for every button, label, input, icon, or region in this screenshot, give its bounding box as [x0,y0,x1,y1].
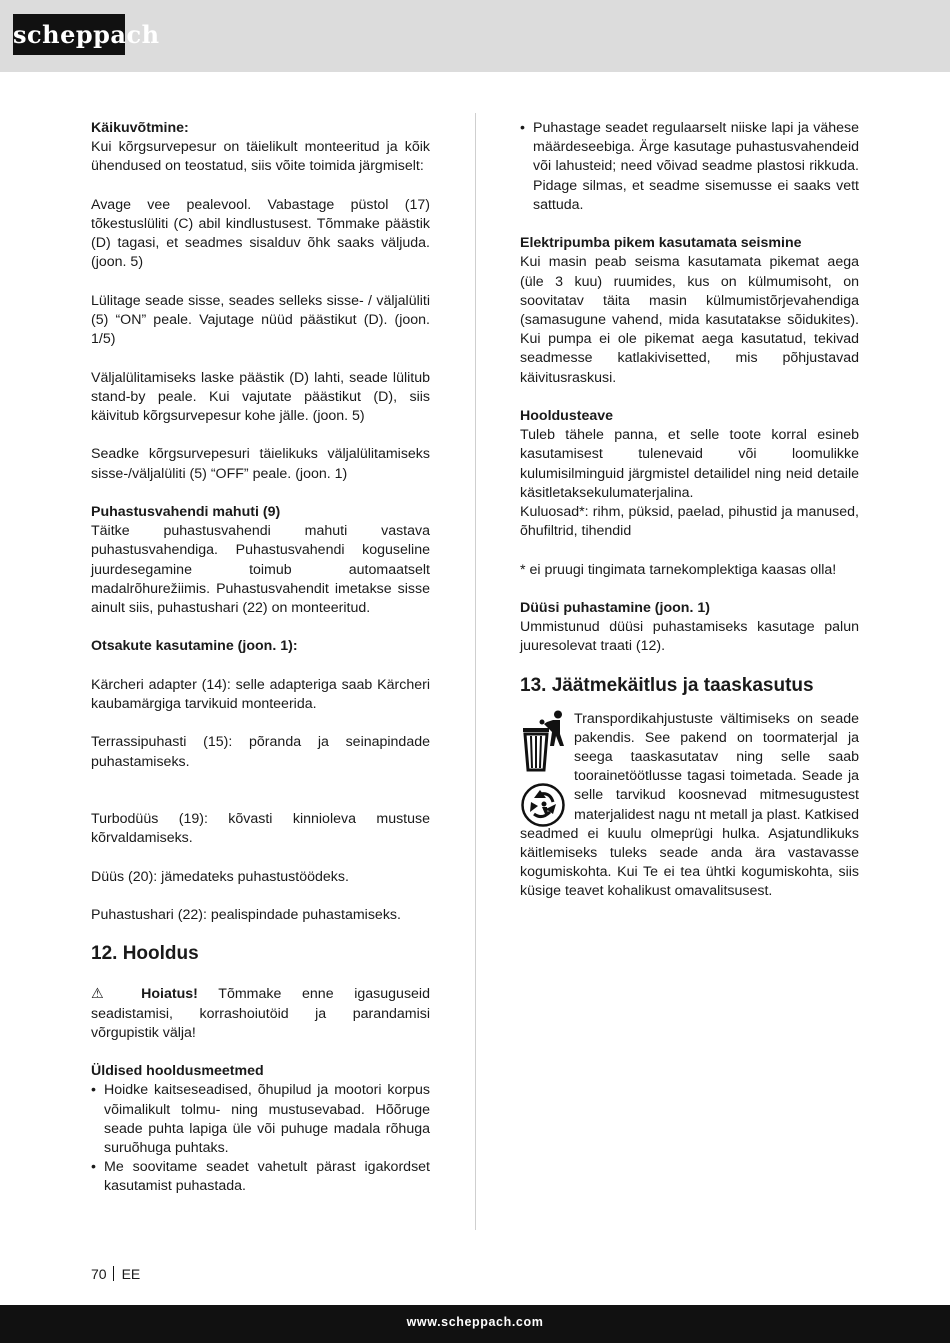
section-heading-detergent-tank: Puhastusvahendi mahuti (9) [91,503,281,520]
page-number: 70 [91,1266,107,1282]
paragraph: Puhastushari (22): pealispindade puhastamiseks. [91,907,401,924]
section-heading-service-info: Hooldusteave [520,408,614,425]
disposal-block [520,710,859,902]
page-number-area [91,1265,140,1283]
paragraph: Terrassipuhasti (15): põranda ja seinapindade puhastamiseks. [91,734,430,770]
footnote: * ei pruugi tingimata tarnekomplektiga kaasas olla! [520,561,837,578]
bullet-list [91,1081,430,1196]
paragraph: Ummistunud düüsi puhastamiseks kasutage palun juuresolevat traati (12). [520,619,859,655]
website-url[interactable]: www.scheppach.com [406,1315,544,1329]
paragraph: Tuleb tähele panna, et selle toote korral esineb kasutamisest tulenevaid või loomulikke kulumisilminguid järgmistel detailidel ning neid detaile käsitletaksekulumaterjalina. [520,427,859,501]
paragraph: Kärcheri adapter (14): selle adapteriga saab Kärcheri kaubamärgiga tarvikuid monteerida. [91,676,430,712]
right-column [520,119,859,902]
paragraph: Täitke puhastusvahendi mahuti vastava puhastusvahendiga. Puhastusvahendi koguseline juurdesegamine toimub automaatselt madalrõhurežiimis. Puhastusvahendit imetakse sisse ainult siis, puhastushari (22) on monteeritud. [91,523,430,616]
paragraph: Turbodüüs (19): kõvasti kinnioleva mustuse kõrvaldamiseks. [91,811,430,847]
section-heading-nozzle-cleaning: Düüsi puhastamine (joon. 1) [520,600,710,617]
paragraph: Avage vee pealevool. Vabastage püstol (17) tõkestuslüliti (C) abil kindlustusest. Tõmmake päästik (D) tagasi, et seadmes sisalduv õhk saaks väljuda. (joon. 5) [91,196,430,271]
disposal-icons [520,710,574,824]
bullet-list [520,119,859,215]
page-footer [0,1305,950,1343]
section-heading-commissioning: Käikuvõtmine: [91,120,189,136]
tidyman-bin-icon [520,710,566,772]
paragraph: Seadke kõrgsurvepesuri täielikuks väljalülitamiseks sisse-/väljalüliti (5) “OFF” peale. (joon. 1) [91,446,430,482]
paragraph: Düüs (20): jämedateks puhastustöödeks. [91,868,349,885]
section-heading-nozzles: Otsakute kasutamine (joon. 1): [91,638,298,655]
paragraph: Kuluosad*: rihm, püksid, paelad, pihustid ja manused, õhufiltrid, tihendid [520,504,859,540]
warning-text: Tõmmake enne igasuguseid seadistamisi, korrashoiutöid ja parandamisi võrgupistik välja! [91,986,430,1041]
warning-paragraph [91,985,430,1043]
paragraph: Kui kõrgsurvepesur on täielikult monteeritud ja kõik ühendused on teostatud, siis võite toimida järgmiselt: [91,139,430,175]
list-item: • Me soovitame seadet vahetult pärast igakordset kasutamist puhastada. [91,1158,430,1196]
language-code: EE [121,1266,141,1282]
left-column [91,119,430,1197]
paragraph: Väljalülitamiseks laske päästik (D) lahti, seade lülitub stand-by peale. Kui vajutate päästikut (D), siis käivitub kõrgsurvepesur kohe jälle. (joon. 5) [91,369,430,424]
page-header [0,0,950,72]
column-divider [475,113,476,1230]
warning-label: Hoiatus! [141,986,198,1003]
section-heading-pump-storage: Elektripumba pikem kasutamata seismine [520,235,802,252]
paragraph: Kui masin peab seisma kasutamata pikemat aega (üle 3 kuu) ruumides, kus on külmumisoht, on soovitatav täita masin külmumistõrjevahendiga (samasugune vahend, mida kasutatakse sõidukites). Kui pumpa ei ole pikemat aega kasutatud, tekivad seadmesse katlakivisetted, mis põhjustavad käivitusraskusi. [520,254,859,386]
list-item: • Puhastage seadet regulaarselt niiske lapi ja vähese määrdeseebiga. Ärge kasutage puhastusvahendeid või lahusteid; need võivad seadme plastosi rikkuda. Pidage silmas, et seadme sisemusse ei saaks vett sattuda. [520,119,859,215]
paragraph: Transpordikahjustuste vältimiseks on seade pakendis. See pakend on toormaterjal ja seega taaskasutatav ning selle saab toorainetöötlusse tagasi toimetada. Seade ja selle tarvikud koosnevad mitmesugustest materjalidest nagu nt metall ja plast. Katkised seadmed ei kuulu olmeprügi hulka. Asjatundlikuks käitlemiseks tuleks seade anda ära vastavasse kogumiskohta. Kui Te ei tea ühtki kogumiskohta, siis küsige teavet kohalikust omavalitsusest. [520,710,859,900]
divider-bar [113,1266,114,1281]
section-title-disposal: 13. Jäätmekäitlus ja taaskasutus [520,674,814,696]
paragraph: Lülitage seade sisse, seades selleks sisse- / väljalüliti (5) “ON” peale. Vajutage nüüd päästikut (D). (joon. 1/5) [91,292,430,348]
section-title-maintenance: 12. Hooldus [91,943,199,965]
warning-icon: ⚠ [91,986,121,1003]
section-heading-general-maintenance: Üldised hooldusmeetmed [91,1063,264,1080]
list-item: • Hoidke kaitseseadised, õhupilud ja mootori korpus võimalikult tolmu- ning mustusevabad. Hõõruge seade puhta lapiga üle või puhuge madala rõhuga suruõhuga puhtaks. [91,1081,430,1158]
scheppach-logo: scheppach [13,14,125,55]
recycle-icon [520,782,566,828]
